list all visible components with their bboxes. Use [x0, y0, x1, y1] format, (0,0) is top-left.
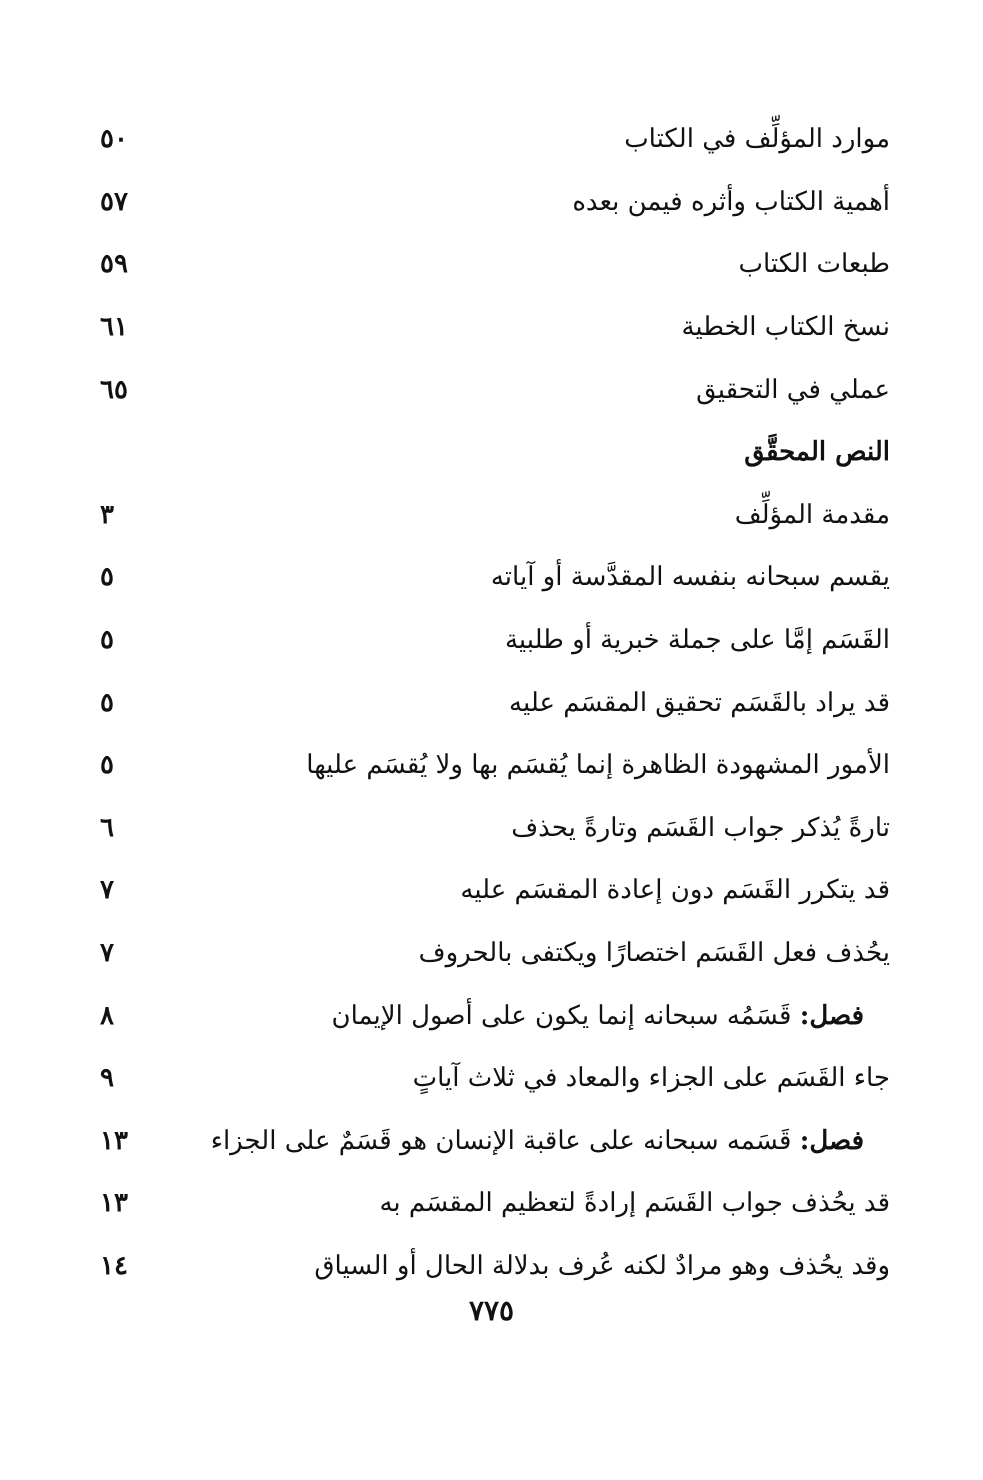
- toc-entry-page: ١٣: [100, 1125, 128, 1156]
- toc-row: [100, 1235, 890, 1298]
- toc-entry-title: موارد المؤلِّف في الكتاب: [624, 124, 890, 155]
- toc-entry-title: [211, 1126, 890, 1156]
- toc-entry-page: ٨: [100, 1000, 114, 1031]
- toc-entry-title: أهمية الكتاب وأثره فيمن بعده: [572, 186, 890, 217]
- toc-row: [100, 797, 890, 860]
- toc-entry-page: ٥: [100, 687, 114, 718]
- toc-row: [100, 171, 890, 234]
- toc-entry-title: يقسم سبحانه بنفسه المقدَّسة أو آياته: [490, 562, 890, 593]
- toc-entry-title: جاء القَسَم على الجزاء والمعاد في ثلاث آياتٍ: [412, 1063, 890, 1094]
- toc-row: [100, 546, 890, 609]
- page-number: ٧٧٥: [468, 1294, 515, 1327]
- toc-entry-page: ٥٧: [100, 186, 128, 217]
- toc-row: [100, 484, 890, 547]
- table-of-contents: [100, 108, 890, 1297]
- toc-entry-page: ٧: [100, 938, 114, 969]
- toc-entry-title: عملي في التحقيق: [696, 374, 890, 405]
- toc-entry-page: ٦: [100, 812, 114, 843]
- toc-entry-prefix: فصل:: [799, 1000, 864, 1031]
- toc-entry-title: مقدمة المؤلِّف: [734, 499, 890, 530]
- toc-row: [100, 984, 890, 1047]
- toc-entry-title: قد يحُذف جواب القَسَم إرادةً لتعظيم المقسَم به: [379, 1188, 890, 1219]
- toc-entry-page: ٦١: [100, 312, 128, 343]
- toc-entry-page: ٦٥: [100, 374, 128, 405]
- toc-entry-title: وقد يحُذف وهو مرادٌ لكنه عُرف بدلالة الحال أو السياق: [314, 1250, 890, 1281]
- toc-entry-title: قد يتكرر القَسَم دون إعادة المقسَم عليه: [460, 875, 890, 906]
- toc-entry-page: ٥: [100, 625, 114, 656]
- toc-entry-page: ٥٠: [100, 124, 128, 155]
- toc-entry-page: ٧: [100, 875, 114, 906]
- toc-entry-title: يحُذف فعل القَسَم اختصارًا ويكتفى بالحروف: [418, 938, 890, 969]
- toc-entry-page: ٣: [100, 499, 114, 530]
- toc-entry-title: الأمور المشهودة الظاهرة إنما يُقسَم بها ولا يُقسَم عليها: [306, 750, 890, 781]
- toc-entry-page: ٩: [100, 1063, 114, 1094]
- toc-row: [100, 859, 890, 922]
- toc-entry-prefix: فصل:: [799, 1125, 864, 1156]
- toc-entry-page: ٥: [100, 750, 114, 781]
- toc-entry-page: ١٣: [100, 1188, 128, 1219]
- toc-entry-page: ٥: [100, 562, 114, 593]
- toc-section-heading: النص المحقَّق: [744, 437, 890, 468]
- toc-row: [100, 358, 890, 421]
- toc-entry-page: ٥٩: [100, 249, 128, 280]
- toc-entry-title: نسخ الكتاب الخطية: [681, 312, 890, 343]
- toc-row: [100, 671, 890, 734]
- toc-entry-text: قَسَمه سبحانه على عاقبة الإنسان هو قَسَمٌ على الجزاء: [210, 1125, 792, 1156]
- toc-row: [100, 609, 890, 672]
- toc-section-heading-row: [100, 421, 890, 484]
- toc-row: [100, 1047, 890, 1110]
- toc-entry-title: القَسَم إمَّا على جملة خبرية أو طلبية: [504, 625, 890, 656]
- toc-entry-text: قَسَمُه سبحانه إنما يكون على أصول الإيمان: [331, 1000, 792, 1031]
- toc-row: [100, 108, 890, 171]
- toc-entry-page: ١٤: [100, 1250, 128, 1281]
- toc-entry-title: تارةً يُذكر جواب القَسَم وتارةً يحذف: [511, 812, 890, 843]
- toc-row: [100, 734, 890, 797]
- toc-entry-title: [331, 1001, 890, 1031]
- toc-row: [100, 233, 890, 296]
- toc-row: [100, 922, 890, 985]
- toc-row: [100, 296, 890, 359]
- toc-entry-title: طبعات الكتاب: [738, 249, 890, 280]
- toc-row: [100, 1172, 890, 1235]
- toc-row: [100, 1110, 890, 1173]
- toc-entry-title: قد يراد بالقَسَم تحقيق المقسَم عليه: [509, 687, 890, 718]
